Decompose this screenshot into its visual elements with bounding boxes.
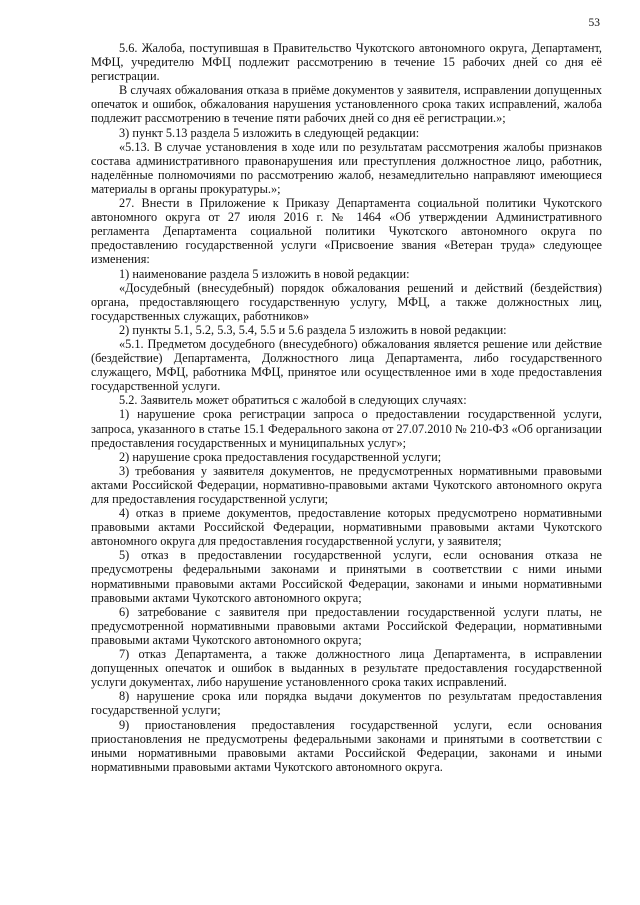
- paragraph-amend-1: 1) наименование раздела 5 изложить в новой редакции:: [119, 266, 410, 281]
- paragraph-amend-2: 2) пункты 5.1, 5.2, 5.3, 5.4, 5.5 и 5.6 раздела 5 изложить в новой редакции:: [119, 322, 507, 337]
- list-item-7: 7) отказ Департамента, а также должностного лица Департамента, в исправлении допущенных опечаток и ошибок в выданных в результате предоставления государственной услуги документах, либо нарушение установленного срока таких исправлений.: [91, 647, 602, 690]
- list-item-9: 9) приостановления предоставления государственной услуги, если основания приостановления не предусмотрены федеральными законами и принятыми в соответствии с иными нормативными правовыми актами Российской Федерации, законами и иными нормативными правовыми актами Чукотского автономного округа.: [91, 717, 602, 774]
- paragraph-5-1: «5.1. Предметом досудебного (внесудебного) обжалования является решение или действие (бездействие) Департамента, Должностного лица Департамента, либо государственного служащего, МФЦ, работника МФЦ, принятое или осуществленное ими в ходе предоставления государственной услуги.: [91, 336, 602, 394]
- page-number: 53: [588, 17, 600, 29]
- paragraph-appeal-cases: В случаях обжалования отказа в приёме документов у заявителя, исправлении допущенных опечаток и ошибок, обжалования нарушения установленного срока таких исправлений, жалоба подлежит рассмотрению в течение пяти рабочих дней со дня её регистрации.»;: [91, 83, 602, 126]
- list-item-3: 3) требования у заявителя документов, не предусмотренных нормативными правовыми актами Российской Федерации, нормативно-правовыми актами Чукотского автономного округа для предоставления государственной услуги;: [91, 463, 602, 506]
- paragraph-5-2: 5.2. Заявитель может обратиться с жалобой в следующих случаях:: [119, 393, 467, 408]
- paragraph-item-3: 3) пункт 5.13 раздела 5 изложить в следующей редакции:: [119, 125, 420, 140]
- paragraph-section-title: «Досудебный (внесудебный) порядок обжалования решений и действий (бездействия) органа, предоставляющего государственную услугу, МФЦ, а также должностных лиц, государственных служащих, работников»: [91, 280, 602, 323]
- list-item-5: 5) отказ в предоставлении государственной услуги, если основания отказа не предусмотрены федеральными законами и принятыми в соответствии с ними иными нормативными правовыми актами Российской Федерации, законами и иными нормативными правовыми актами Чукотского автономного округа;: [91, 548, 602, 605]
- list-item-2: 2) нарушение срока предоставления государственной услуги;: [119, 449, 442, 464]
- paragraph-5-6: 5.6. Жалоба, поступившая в Правительство Чукотского автономного округа, Департамент, МФЦ, учредителю МФЦ подлежит рассмотрению в течение 15 рабочих дней со дня её регистрации.: [91, 41, 602, 84]
- list-item-4: 4) отказ в приеме документов, предоставление которых предусмотрено нормативными правовыми актами Российской Федерации, нормативными правовыми актами Чукотского автономного округа для предоставления государственной услуги, у заявителя;: [91, 506, 602, 549]
- paragraph-27: 27. Внести в Приложение к Приказу Департамента социальной политики Чукотского автономного округа от 27 июля 2016 г. № 1464 «Об утверждении Административного регламента Департамента социальной политики Чукотского автономного округа по предоставлению государственной услуги «Присвоение звания «Ветеран труда» следующее изменения:: [91, 196, 602, 267]
- list-item-8: 8) нарушение срока или порядка выдачи документов по результатам предоставления государственной услуги;: [91, 689, 602, 718]
- list-item-1: 1) нарушение срока регистрации запроса о предоставлении государственной услуги, запроса, указанного в статье 15.1 Федерального закона от 27.07.2010 № 210-ФЗ «Об организации предоставления государственных и муниципальных услуг»;: [91, 407, 602, 450]
- paragraph-5-13: «5.13. В случае установления в ходе или по результатам рассмотрения жалобы признаков состава административного правонарушения или преступления должностное лицо, работник, наделённые полномочиями по рассмотрению жалоб, незамедлительно направляют имеющиеся материалы в органы прокуратуры.»;: [91, 139, 602, 196]
- list-item-6: 6) затребование с заявителя при предоставлении государственной услуги платы, не предусмотренной нормативными правовыми актами Российской Федерации, нормативными правовыми актами Чукотского автономного округа;: [91, 604, 602, 647]
- document-body: [91, 41, 602, 774]
